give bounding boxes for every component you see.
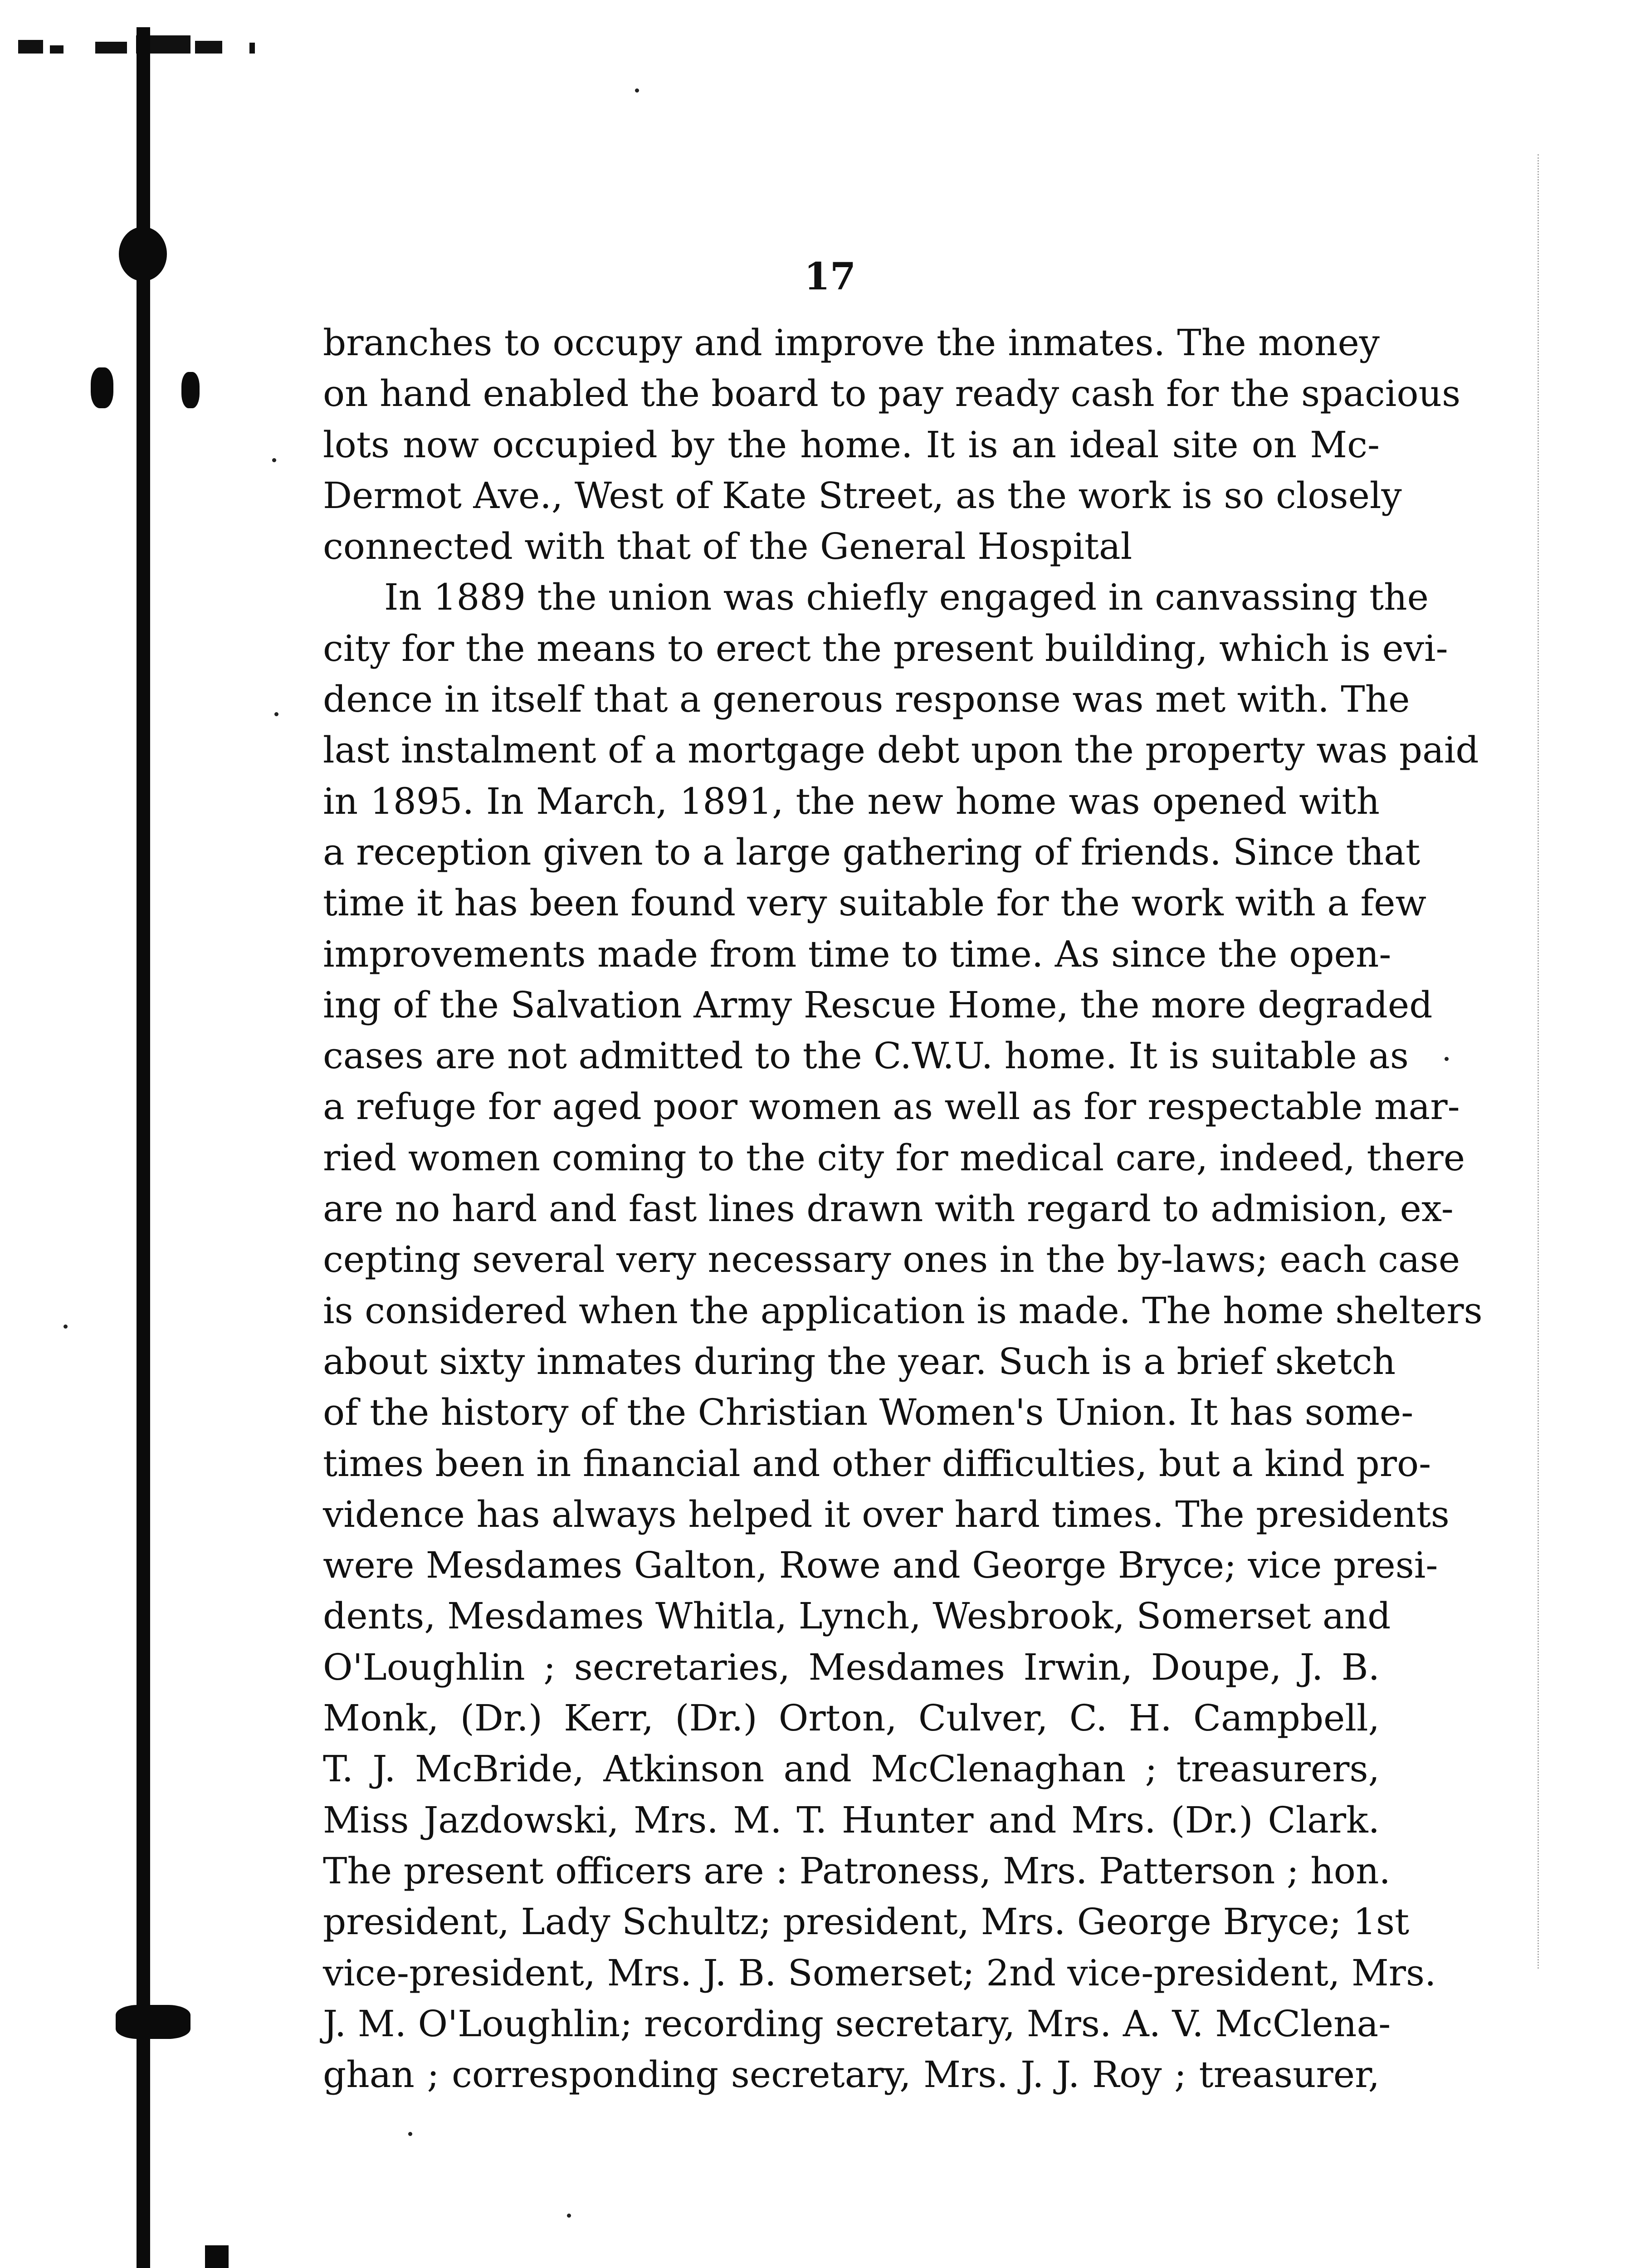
ink-blot bbox=[205, 2245, 229, 2268]
text-line: improvements made from time to time. As since the open- bbox=[323, 933, 1391, 975]
text-line: In 1889 the union was chiefly engaged in canvassing the bbox=[384, 576, 1429, 619]
ink-blot bbox=[181, 372, 200, 408]
speck bbox=[1445, 1057, 1449, 1061]
text-line: Miss Jazdowski, Mrs. M. T. Hunter and Mrs. (Dr.) Clark. bbox=[323, 1799, 1380, 1841]
text-line: vidence has always helped it over hard times. The presidents bbox=[323, 1493, 1450, 1535]
body-text bbox=[323, 318, 1483, 2100]
text-line: dence in itself that a generous response was met with. The bbox=[323, 678, 1410, 721]
speck bbox=[274, 712, 278, 716]
text-line: last instalment of a mortgage debt upon the property was paid bbox=[323, 729, 1479, 772]
text-line: were Mesdames Galton, Rowe and George Bryce; vice presi- bbox=[323, 1544, 1438, 1587]
speck bbox=[567, 2214, 571, 2218]
text-line: T. J. McBride, Atkinson and McClenaghan ; treasurers, bbox=[323, 1748, 1380, 1790]
text-line: times been in financial and other difficulties, but a kind pro- bbox=[323, 1442, 1431, 1485]
text-line: on hand enabled the board to pay ready cash for the spacious bbox=[323, 372, 1461, 415]
text-line: connected with that of the General Hospital bbox=[323, 525, 1133, 568]
text-line: cepting several very necessary ones in the by-laws; each case bbox=[323, 1238, 1460, 1281]
speck bbox=[63, 1325, 68, 1329]
speck bbox=[408, 2132, 412, 2136]
text-line: cases are not admitted to the C.W.U. home. It is suitable as bbox=[323, 1035, 1409, 1077]
text-line: lots now occupied by the home. It is an ideal site on Mc- bbox=[323, 423, 1380, 466]
text-line: in 1895. In March, 1891, the new home was opened with bbox=[323, 780, 1380, 822]
text-line: Monk, (Dr.) Kerr, (Dr.) Orton, Culver, C. H. Campbell, bbox=[323, 1697, 1380, 1740]
text-line: The present officers are : Patroness, Mrs. Patterson ; hon. bbox=[323, 1849, 1391, 1892]
text-line: J. M. O'Loughlin; recording secretary, Mrs. A. V. McClena- bbox=[323, 2002, 1391, 2045]
binding-spine bbox=[137, 27, 150, 2268]
text-line: O'Loughlin ; secretaries, Mesdames Irwin, Doupe, J. B. bbox=[323, 1646, 1380, 1688]
text-line: about sixty inmates during the year. Such is a brief sketch bbox=[323, 1340, 1396, 1383]
ink-blot bbox=[91, 367, 113, 408]
text-line: city for the means to erect the present building, which is evi- bbox=[323, 627, 1448, 670]
text-line: dents, Mesdames Whitla, Lynch, Wesbrook, Somerset and bbox=[323, 1595, 1391, 1637]
text-line: president, Lady Schultz; president, Mrs. George Bryce; 1st bbox=[323, 1901, 1410, 1943]
ink-blot bbox=[116, 2005, 190, 2039]
text-line: are no hard and fast lines drawn with regard to admision, ex- bbox=[323, 1188, 1454, 1230]
text-line: a refuge for aged poor women as well as for respectable mar- bbox=[323, 1085, 1460, 1128]
text-line: a reception given to a large gathering of friends. Since that bbox=[323, 831, 1421, 873]
text-line: is considered when the application is made. The home shelters bbox=[323, 1289, 1483, 1332]
text-line: of the history of the Christian Women's Union. It has some- bbox=[323, 1391, 1414, 1434]
text-line: time it has been found very suitable for the work with a few bbox=[323, 882, 1426, 924]
text-line: branches to occupy and improve the inmates. The money bbox=[323, 322, 1380, 364]
page-number: 17 bbox=[804, 255, 856, 298]
text-line: vice-president, Mrs. J. B. Somerset; 2nd vice-president, Mrs. bbox=[323, 1951, 1436, 1994]
scan-artifact-top bbox=[5, 32, 259, 59]
speck bbox=[272, 458, 276, 462]
text-line: Dermot Ave., West of Kate Street, as the work is so closely bbox=[323, 474, 1402, 517]
speck bbox=[635, 88, 639, 93]
ink-blot bbox=[119, 227, 167, 281]
text-line: ried women coming to the city for medical care, indeed, there bbox=[323, 1136, 1465, 1179]
page-edge bbox=[1538, 154, 1545, 1969]
text-line: ing of the Salvation Army Rescue Home, the more degraded bbox=[323, 983, 1433, 1026]
text-line: ghan ; corresponding secretary, Mrs. J. J. Roy ; treasurer, bbox=[323, 2053, 1380, 2096]
